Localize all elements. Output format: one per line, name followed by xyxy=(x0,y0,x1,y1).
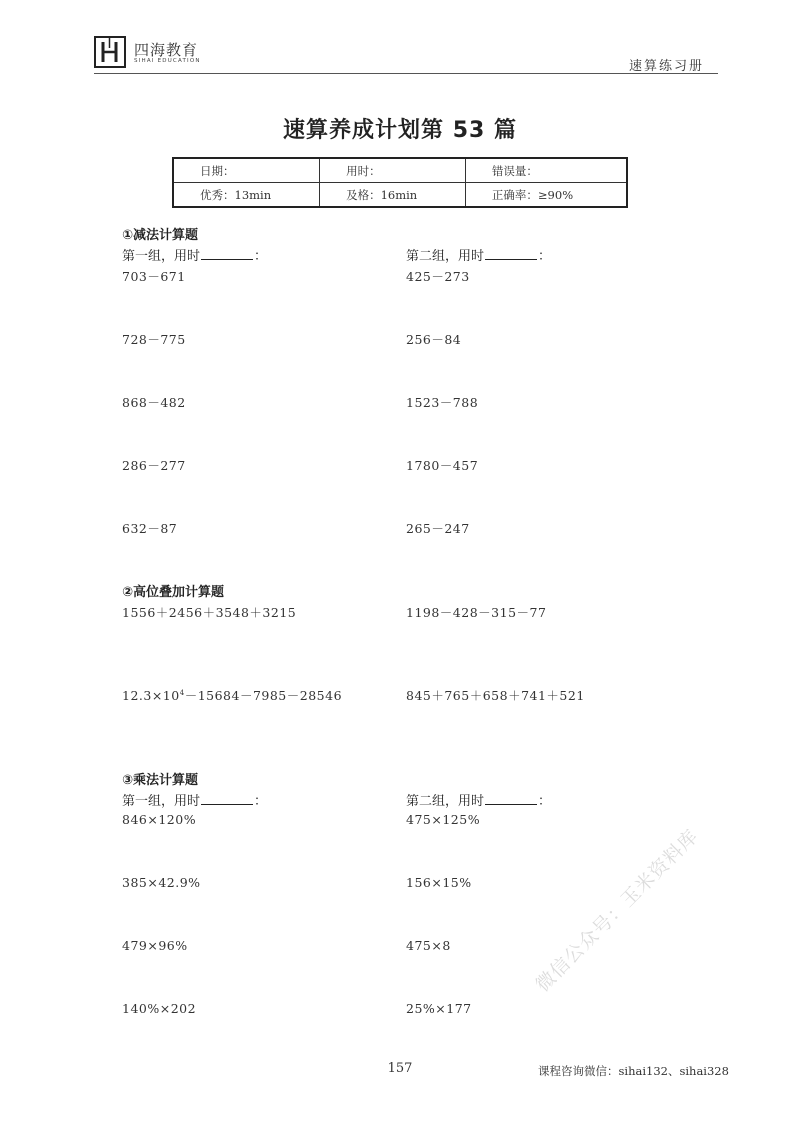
info-table xyxy=(172,157,628,208)
colon: ： xyxy=(254,794,268,809)
colon: ： xyxy=(538,249,552,264)
logo-text: 四海教育 xyxy=(134,41,199,59)
date-cell: 日期： xyxy=(173,158,320,183)
colon: ： xyxy=(538,794,552,809)
section1-group1-label xyxy=(122,245,267,264)
excellent-cell: 优秀：13min xyxy=(173,183,320,208)
errors-cell: 错误量： xyxy=(465,158,627,183)
group-label: 第一组，用时 xyxy=(122,794,201,809)
section3-group2-label xyxy=(406,790,551,809)
problem: 728－775 xyxy=(122,332,186,347)
time-blank xyxy=(201,793,253,805)
page-title: 速算养成计划第 53 篇 xyxy=(283,118,517,143)
problem: 1556＋2456＋3548＋3215 xyxy=(122,605,297,620)
problem: 1780－457 xyxy=(406,458,479,473)
group-label: 第二组，用时 xyxy=(406,794,485,809)
section1-group2-label xyxy=(406,245,551,264)
problem: 1523－788 xyxy=(406,395,479,410)
time-blank xyxy=(485,793,537,805)
group-label: 第一组，用时 xyxy=(122,249,201,264)
problem: 703－671 xyxy=(122,269,186,284)
problem-base: 12.3×10 xyxy=(122,688,180,703)
problem: 265－247 xyxy=(406,521,470,536)
problem: 475×125% xyxy=(406,812,481,827)
time-blank xyxy=(485,248,537,260)
problem: 479×96% xyxy=(122,938,188,953)
footer-contact: 课程咨询微信：sihai132、sihai328 xyxy=(538,1064,729,1078)
problem-rest: －15684－7985－28546 xyxy=(184,688,343,703)
section3-group1-label xyxy=(122,790,267,809)
logo-icon xyxy=(94,36,126,68)
group-label: 第二组，用时 xyxy=(406,249,485,264)
logo-subtext: SIHAI EDUCATION xyxy=(134,58,201,64)
problem: 256－84 xyxy=(406,332,462,347)
section3-title: ③乘法计算题 xyxy=(122,773,199,788)
problem: 868－482 xyxy=(122,395,186,410)
accuracy-cell: 正确率：≥90% xyxy=(465,183,627,208)
watermark: 微信公众号：玉米资料库 xyxy=(531,825,703,997)
problem: 286－277 xyxy=(122,458,186,473)
problem: 845＋765＋658＋741＋521 xyxy=(406,688,585,703)
section1-title: ①减法计算题 xyxy=(122,228,199,243)
section2-title: ②高位叠加计算题 xyxy=(122,585,225,600)
problem-exponent: 4 xyxy=(179,688,185,697)
header-divider xyxy=(94,73,718,74)
time-blank xyxy=(201,248,253,260)
problem: 425－273 xyxy=(406,269,470,284)
time-used-cell: 用时： xyxy=(320,158,466,183)
problem: 475×8 xyxy=(406,938,451,953)
problem: 140%×202 xyxy=(122,1001,197,1016)
problem: 385×42.9% xyxy=(122,875,201,890)
problem: 632－87 xyxy=(122,521,178,536)
problem: 1198－428－315－77 xyxy=(406,605,547,620)
problem: 156×15% xyxy=(406,875,472,890)
colon: ： xyxy=(254,249,268,264)
page-number: 157 xyxy=(387,1061,413,1076)
problem: 25%×177 xyxy=(406,1001,472,1016)
problem xyxy=(122,686,342,704)
pass-cell: 及格：16min xyxy=(320,183,466,208)
header-book-title: 速算练习册 xyxy=(628,59,704,74)
problem: 846×120% xyxy=(122,812,197,827)
